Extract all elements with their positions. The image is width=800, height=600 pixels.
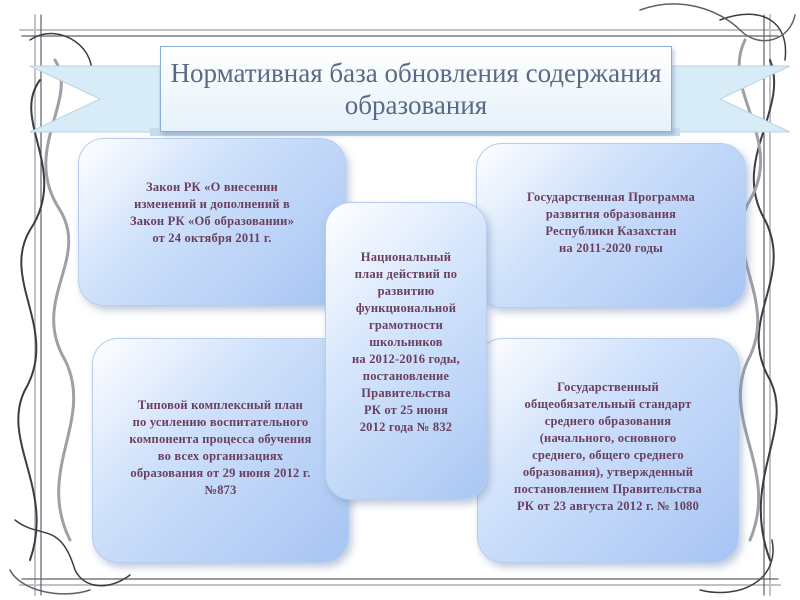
card-state-program [476,143,746,308]
card-national-line: функциональной [355,301,457,315]
card-typical-plan [92,338,349,563]
card-standard-line: постановлением Правительства [514,482,702,496]
card-typical-line: Типовой комплексный план [137,398,304,412]
card-typical-line: по усилению воспитательного [132,415,309,429]
card-standard-line: образования), утвержденный [522,465,694,479]
card-standard-line: Государственный [557,380,659,394]
card-law-line: Закон РК «О внесении [146,180,278,194]
card-typical-line: №873 [204,483,237,497]
card-national-line: на 2012-2016 годы, [352,352,460,366]
card-standard-line: среднего, общего среднего [532,448,684,462]
card-standard-line: (начального, основного [539,431,677,445]
card-typical-line: компонента процесса обучения [129,432,312,446]
page-title [160,46,672,132]
card-typical-line: образования от 29 июня 2012 г. [130,466,311,480]
card-national-line: школьников [369,335,443,349]
card-national-line: грамотности [369,318,443,332]
card-program-line: развития образования [545,207,677,221]
card-typical-line: во всех организациях [157,449,284,463]
card-national-line: Национальный [360,250,452,264]
card-national-line: РК от 25 июня [363,403,449,417]
card-law [78,138,346,306]
page-title-line-2: образования [344,90,488,120]
page-title-line-1: Нормативная база обновления содержания [170,58,662,88]
card-program-line: на 2011-2020 годы [559,241,663,255]
card-national-plan [325,202,487,500]
card-national-line: план действий по [354,267,458,281]
card-program-line: Республики Казахстан [545,224,677,238]
card-law-line: от 24 октября 2011 г. [152,231,272,245]
card-national-line: 2012 года № 832 [359,420,453,434]
card-law-line: изменений и дополнений в [134,197,290,211]
card-state-standard [477,338,739,563]
card-national-line: развитию [377,284,435,298]
card-standard-line: общеобязательный стандарт [524,397,692,411]
card-national-line: Правительства [361,386,451,400]
card-law-line: Закон РК «Об образовании» [129,214,295,228]
card-national-line: постановление [362,369,450,383]
card-program-line: Государственная Программа [526,190,695,204]
card-standard-line: РК от 23 августа 2012 г. № 1080 [516,499,700,513]
card-standard-line: среднего образования [544,414,672,428]
